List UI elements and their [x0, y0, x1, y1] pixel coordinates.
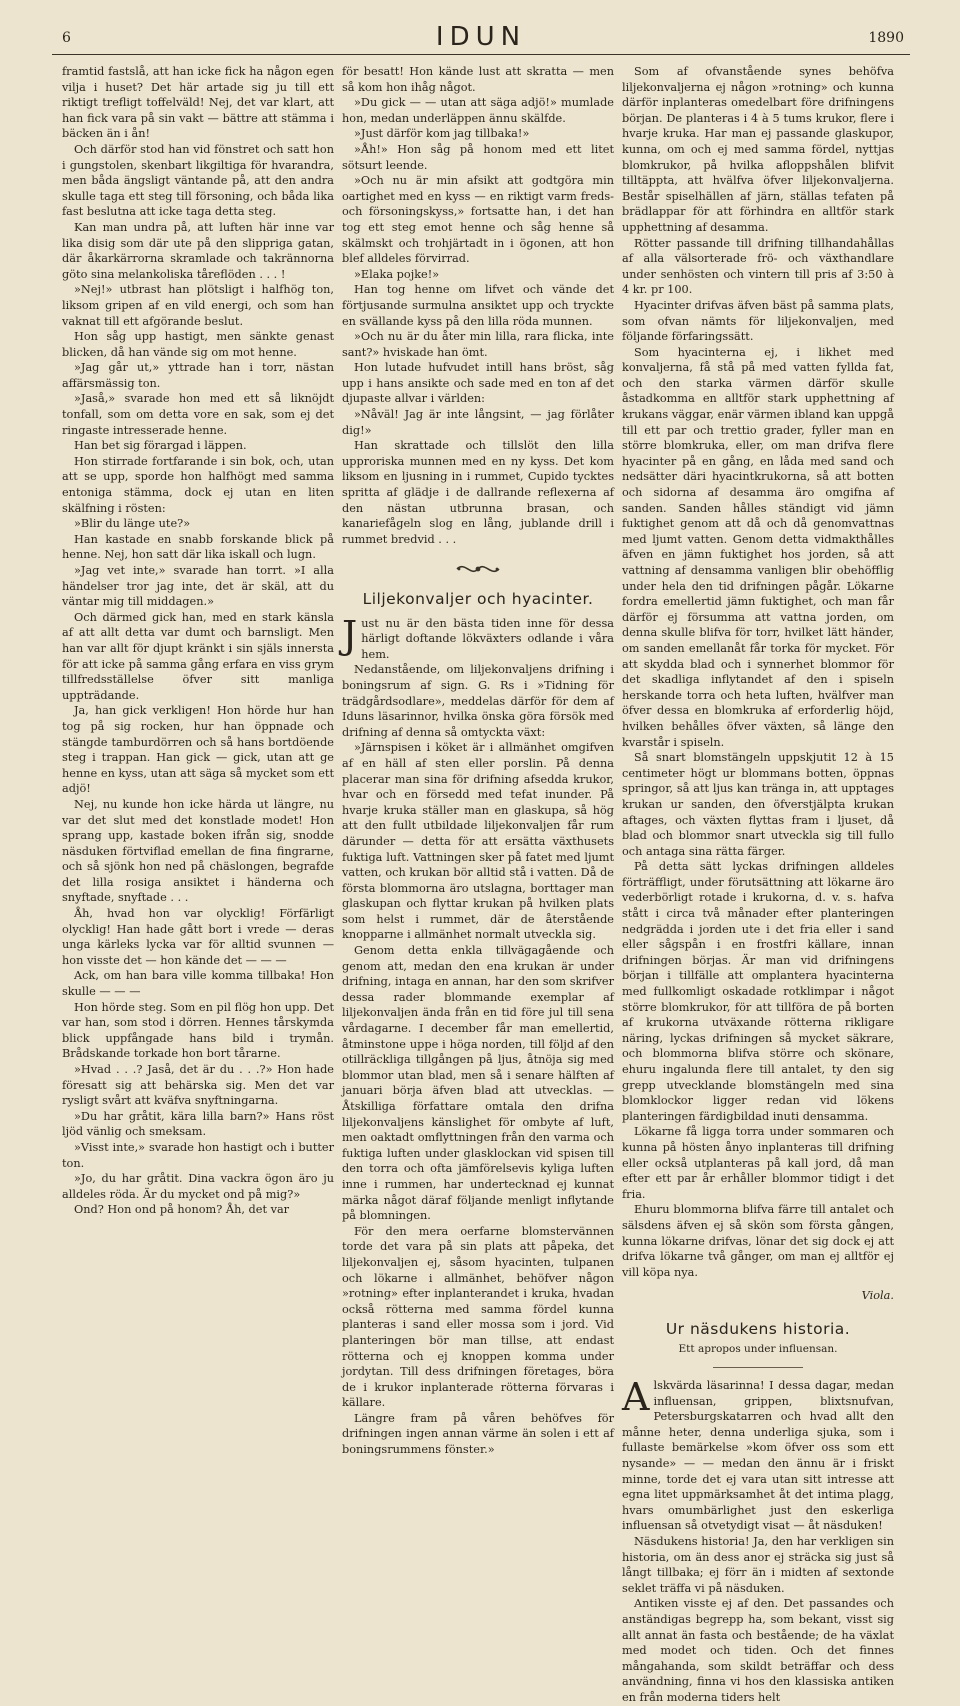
column-3	[622, 64, 894, 1706]
paragraph: Som af ofvanstående synes behöfva liljekonvaljerna ej någon »rotning» och kunna därför inplanteras omedelbart före drifningens början. De planteras i 4 à 5 tums krukor, flere i hvarje kruka. Har man ej passande glaskupor, kunna, om och ej med samma fördel, nyttjas blomkrukor, på hvilka afloppshålen blifvit tilltäppta, att hvälfva öfver liljekonvaljerna. Består spiselhällen af järn, ställas tefaten på brädlappar för att förhindra en alltför stark upphettning af desamma.	[622, 65, 894, 234]
drop-cap: J	[342, 612, 358, 657]
paragraph: Och därför stod han vid fönstret och satt hon i gungstolen, skenbart likgiltiga för hvarandra, men båda ängsligt väntande på, att den andra skulle taga ett steg till försoning, och båda lika fast beslutna att icke taga detta steg.	[62, 142, 334, 219]
paragraph: Alskvärda läsarinna! I dessa dagar, medan influensan, grippen, blixtsnufvan, Petersburgskatarren och hvad allt den månne heter, denna underliga sjuka, som i fullaste bemärkelse »kom öfver oss som ett nysande» — — medan den ännu är i friskt minne, torde det ej vara utan sitt intresse att egna litet uppmärksamhet åt det intima plagg, hvars omumbärlighet just den eskerliga influensan så otvetydigt visat — åt näsduken!	[622, 1375, 894, 1533]
article2-subtitle: Ett apropos under influensan.	[678, 1342, 838, 1355]
paragraph: Så snart blomstängeln uppskjutit 12 à 15 centimeter högt ur blommans botten, öppnas springor, så att ljus kan tränga in, att upptages krukan ur sanden, den öfverstjälpta krukan aftages, och växten flyttas fram i ljuset, då blad och blommor snart utveckla sig till fullo och antaga sina rätta färger.	[622, 751, 894, 858]
column-1	[62, 64, 334, 1218]
paragraph: Han skrattade och tillslöt den lilla upproriska munnen med en ny kyss. Det kom liksom en ljusning in i rummet, Cupido tycktes spritta af glädje i de dallrande reflexerna af den nästan utbrunna brasan, och kanariefågeln slog en lång, jublande drill i rummet bredvid . . .	[342, 439, 614, 546]
paragraph: Ack, om han bara ville komma tillbaka! Hon skulle — — —	[62, 969, 334, 999]
paragraph: Antiken visste ej af den. Det passandes och anständigas begrepp ha, som bekant, visst sig allt annat än fasta och bestående; de ha växlat med modet och tiden. Och det finnes mångahanda, som skildt beträffar och dess användning, finna vi hos den klassiska antiken en från moderna tiders helt	[622, 1597, 894, 1704]
paragraph: Han bet sig förargad i läppen.	[74, 439, 247, 453]
paragraph: För den mera oerfarne blomstervännen torde det vara på sin plats att påpeka, det liljekonvaljen ej, såsom hyacinten, tulpanen och lökarne i allmänhet, behöfver någon »rotning» efter inplanterandet i kruka, hvadan också rötterna med samma fördel kunna planteras i sand eller mossa som i jord. Vid planteringen bör man tillse, att endast rötterna och ej knoppen komma under jordytan. Till dess drifningen företages, böra de i krukor inplanterade rötterna förvaras i källare.	[342, 1224, 614, 1410]
paragraph: »Nej!» utbrast han plötsligt i halfhög ton, liksom gripen af en vild energi, och som han vaknat till ett afgörande beslut.	[62, 283, 334, 328]
article-body	[342, 612, 614, 1458]
paragraph: Han tog henne om lifvet och vände det förtjusande surmulna ansiktet upp och tryckte en svällande kyss på den lilla röda munnen.	[342, 283, 614, 328]
paragraph: »Åh!» Hon såg på honom med ett litet sötsurt leende.	[342, 142, 614, 172]
paragraph: Just nu är den bästa tiden inne för dessa härligt doftande lökväxters odlande i våra hem.	[342, 612, 614, 661]
drop-cap: A	[622, 1375, 650, 1420]
paragraph: Ehuru blommorna blifva färre till antalet och sälsdens äfven ej så skön som första gången, kunna lökarne drifvas, lönar det sig dock ej att drifva lökarne två gånger, om man ej alltför ej vill köpa nya.	[622, 1203, 894, 1279]
story-continuation	[342, 64, 614, 547]
paragraph: »Visst inte,» svarade hon hastigt och i butter ton.	[62, 1140, 334, 1170]
page-header	[52, 22, 910, 55]
article-continuation	[622, 64, 894, 1280]
paragraph: Hon såg upp hastigt, men sänkte genast blicken, då han vände sig om mot henne.	[62, 330, 334, 359]
paragraph: »Jag vet inte,» svarade han torrt. »I alla händelser tror jag inte, det är skäl, att du väntar mig till middagen.»	[62, 564, 334, 609]
article2-title: Ur näsdukens historia.	[665, 1319, 851, 1338]
year: 1890	[868, 30, 904, 46]
paragraph: Åh, hvad hon var olycklig! Förfärligt olycklig! Han hade gått bort i vrede — deras unga kärleks lycka var för alltid svunnen — hon visste det — hon kände det — — —	[62, 907, 334, 967]
article2-body	[622, 1375, 894, 1705]
paragraph: Hon lutade hufvudet intill hans bröst, såg upp i hans ansikte och sade med en ton af det djupaste allvar i världen:	[342, 361, 614, 406]
paragraph: »Elaka pojke!»	[354, 267, 440, 281]
paragraph: »Jaså,» svarade hon med ett så liknöjdt tonfall, som om detta vore en sak, som ej det ringaste intresserade henne.	[62, 392, 334, 437]
paragraph: »Och nu är du åter min lilla, rara flicka, inte sant?» hviskade han ömt.	[342, 330, 614, 359]
signature: Viola.	[861, 1289, 894, 1303]
paragraph: »Och nu är min afsikt att godtgöra min oartighet med en kyss — en riktigt varm freds- och försoningskyss,» fortsatte han, i det han tog ett steg emot henne och såg henne så skälmskt och trohjärtadt in i ögonen, att hon blef alldeles förvirrad.	[342, 174, 614, 266]
paragraph: Hon hörde steg. Som en pil flög hon upp. Det var han, som stod i dörren. Hennes tårskymda blick uppfångade hans bild i trymån. Brådskande torkade hon bort tårarne.	[62, 1000, 334, 1061]
paragraph: Ja, han gick verkligen! Hon hörde hur han tog på sig rocken, hur han öppnade och stängde tamburdörren och så hans bortdöende steg i trappan. Han gick — gick, utan att ge henne en kyss, utan att säga så mycket som ett adjö!	[62, 704, 334, 796]
column-2	[342, 64, 614, 1458]
paragraph: framtid fastslå, att han icke fick ha någon egen vilja i huset? Det här artade sig ju till ett riktigt trefligt toffelväld! Nej, det var klart, att han fick vara på sin vakt — bättre att stämma i bäcken än i ån!	[62, 65, 334, 141]
paragraph: Hon stirrade fortfarande i sin bok, och, utan att se upp, sporde hon halfhögt med samma entoniga stämma, dock ej utan en liten skälfning i rösten:	[62, 454, 334, 515]
masthead: IDUN	[435, 22, 527, 52]
paragraph: »Hvad . . .? Jaså, det är du . . .?» Hon hade föresatt sig att behärska sig. Men det var rysligt svårt att kväfva snyftningarna.	[62, 1063, 334, 1108]
fleuron-ornament-icon	[342, 561, 614, 582]
paragraph: för besatt! Hon kände lust att skratta — men så kom hon ihåg något.	[342, 65, 614, 94]
paragraph: Lökarne få ligga torra under sommaren och kunna på hösten ånyo inplanteras till drifning eller också utplanteras på kall jord, då man efter ett par år erhåller blommor tidigt i det fria.	[622, 1125, 894, 1201]
paragraph: »Jag går ut,» yttrade han i torr, nästan affärsmässig ton.	[62, 361, 334, 390]
paragraph: Kan man undra på, att luften här inne var lika disig som där ute på den slippriga gatan, där åkarkärrorna skramlade och takrännorna göto sina melankoliska tåreflöden . . . !	[62, 220, 334, 281]
article-title: Liljekonvaljer och hyacinter.	[362, 590, 594, 608]
paragraph: På detta sätt lyckas drifningen alldeles förträffligt, under förutsättning att lökarne äro vederbörligt rotade i krukorna, d. v. s. hafva stått i circa två månader efter planteringen nedgrädda i jorden ute i det fria eller i sand eller sågspån i en frostfri källare, innan drifningen börjas. Är man vid drifningens början i tillfälle att omplantera hyacinterna med fullkomligt oskadade rotklimpar i något större blomkrukor, för att tillföra de på borten af krukorna utväxande rötterna rikligare näring, lyckas drifningen så mycket säkrare, och blommorna blifva större och skönare, ehuru ingalunda flere till antalet, ty den sig grepp utvecklande blomstängeln med sina blomklockor ligger redan vid lökens planteringen färdigbildad inuti densamma.	[622, 860, 894, 1123]
paragraph: »Blir du länge ute?»	[74, 517, 191, 531]
page-number: 6	[62, 30, 71, 46]
paragraph: »Just därför kom jag tillbaka!»	[354, 127, 530, 141]
paragraph: »Du gick — — utan att säga adjö!» mumlade hon, medan underläppen ännu skälfde.	[342, 96, 614, 125]
paragraph: »Nåväl! Jag är inte långsint, — jag förlåter dig!»	[342, 408, 614, 437]
paragraph: Och därmed gick han, med en stark känsla af att allt detta var dumt och barnsligt. Men han var allt för djupt kränkt i sin själs innersta för att icke på samma gång erfara en viss grym tillfredsställelse öfver sitt manliga uppträdande.	[62, 610, 334, 702]
paragraph: Näsdukens historia! Ja, den har verkligen sin historia, om än dess anor ej sträcka sig just så långt tillbaka; ej förr än i midten af sextonde seklet träffa vi på näsduken.	[622, 1535, 894, 1595]
paragraph: Hyacinter drifvas äfven bäst på samma plats, som ofvan nämts för liljekonvaljen, med följande förfaringssätt.	[622, 298, 894, 344]
paragraph: Som hyacinterna ej, i likhet med konvaljerna, få stå på med vatten fyllda fat, och den starka värmen därför skulle åstadkomma en alltför stark upphettning af krukans väggar, enär värmen ibland kan uppgå till ett par och trettio grader, fyller man en större blomkruka, eller, om man drifva flere hyacinter på en gång, en låda med sand och nedsätter däri hyacintkrukorna, så att botten och sidorna af desamma äro omgifna af sanden. Sanden hålles ständigt vid jämn fuktighet genom att då och då genomvattnas med ljumt vatten. Genom detta vidmakthålles äfven en jämn fuktighet hos jorden, så att vattning af densamma vanligen blir obehöfflig under hela den tid drifningen pågår. Lökarne fordra emellertid jämn fuktighet, och man får därför ej försumma att vattna jorden, om denna skulle blifva för torr, hvilket lätt händer, om sanden emellanåt får torka för mycket. För att skydda blad och i synnerhet blommor för det skadliga inflytandet af den i spiseln herskande torra och heta luften, hvälfver man öfver dessa en blomkruka af erforderlig höjd, hvilken behålles öfver växten, så länge den kvarstår i spiseln.	[622, 345, 894, 749]
paragraph: Genom detta enkla tillvägagående och genom att, medan den ena krukan är under drifning, intaga en annan, har den som skrifver dessa rader blommande exemplar af liljekonvaljen ända från en tid före jul till sena vårdagarne. I december får man emellertid, åtminstone uppe i höga norden, till följd af den otillräckliga tillgången på ljus, åtnöja sig med blommor utan blad, men så i senare hälften af januari börja äfven blad att utvecklas. — Åtskilliga författare omtala den drifna liljekonvaljens känslighet för ombyte af luft, men oaktadt omflyttningen från den varma och fuktiga luften under glasklockan vid spisen till den torra och ofta jämförelsevis kyliga luften inne i rummen, har undertecknad ej kunnat märka något däraf följande menligt inflytande på blomningen.	[342, 944, 614, 1223]
paragraph: Nedanstående, om liljekonvaljens drifning i boningsrum af sign. G. Rs i »Tidning för trädgårdsodlare», meddelas därför för dem af Iduns läsarinnor, hvilka önska göra försök med drifning af denna så omtyckta växt:	[342, 663, 614, 739]
paragraph: »Du har gråtit, kära lilla barn?» Hans röst ljöd vänlig och smeksam.	[62, 1109, 334, 1139]
paragraph: Rötter passande till drifning tillhandahållas af alla välsorterade frö- och växthandlare under senhösten och vintern till pris af 3:50 à 4 kr. pr 100.	[622, 236, 894, 297]
paragraph: »Jo, du har gråtit. Dina vackra ögon äro ju alldeles röda. Är du mycket ond på mig?»	[62, 1172, 334, 1201]
paragraph: »Järnspisen i köket är i allmänhet omgifven af en häll af sten eller porslin. På denna placerar man sina för drifning afsedda krukor, hvar och en försedd med tefat inunder. På hvarje kruka ställer man en glaskupa, så hög att den fullt utbildade liljekonvaljen får rum därunder — detta för att ersätta växthusets fuktiga luft. Vattningen sker på fatet med ljumt vatten, och krukan bör alltid stå i vatten. Då de första blommorna äro utslagna, borttager man glaskupan och flyttar krukan på hvilken plats som helst i rummet, där de återstående knopparne i allmänhet normalt utveckla sig.	[342, 741, 614, 942]
paragraph: Nej, nu kunde hon icke härda ut längre, nu var det slut med det konstlade modet! Hon sprang upp, kastade boken ifrån sig, snodde näsduken förtviflad emellan de fina fingrarne, och så sjönk hon ned på chäslongen, begrafde det lilla rosiga ansiktet i händerna och snyftade, snyftade . . .	[62, 797, 334, 905]
paragraph: Ond? Hon ond på honom? Åh, det var	[74, 1203, 290, 1217]
paragraph: Han kastade en snabb forskande blick på henne. Nej, hon satt där lika iskall och lugn.	[62, 532, 334, 562]
paragraph: Längre fram på våren behöfves för drifningen ingen annan värme än solen i ett af boningsrummens fönster.»	[342, 1411, 614, 1457]
divider	[713, 1367, 803, 1368]
